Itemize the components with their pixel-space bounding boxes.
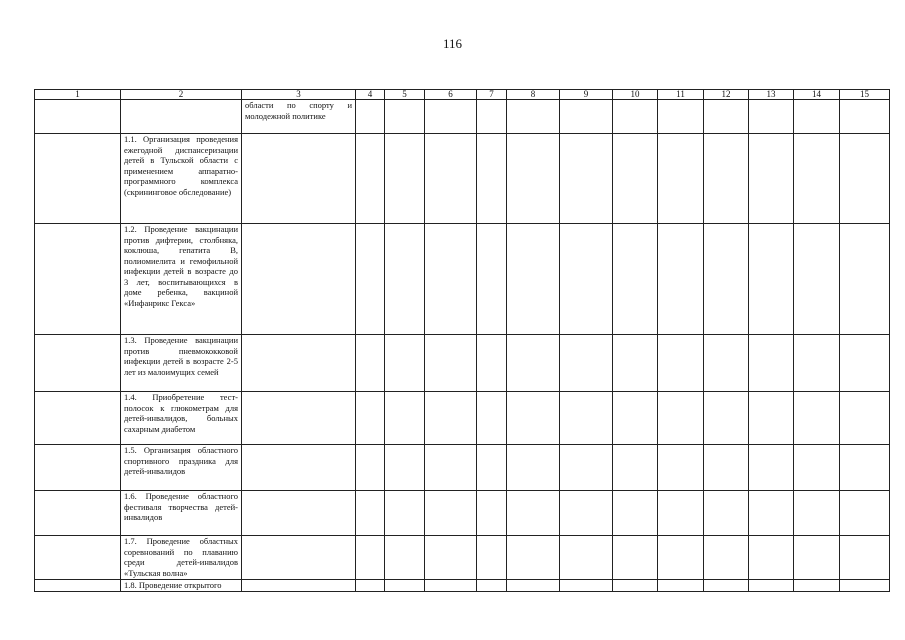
- table-cell: [560, 580, 613, 592]
- column-header: 6: [425, 90, 477, 100]
- table-cell: [560, 335, 613, 392]
- table-cell: [613, 580, 658, 592]
- table-cell: [704, 536, 749, 580]
- table-cell: [704, 392, 749, 445]
- table-cell: [242, 580, 356, 592]
- table-cell: [35, 134, 121, 224]
- table-cell: [613, 134, 658, 224]
- table-cell: [658, 335, 704, 392]
- table-cell: [35, 100, 121, 134]
- table-cell: [794, 445, 840, 491]
- table-cell: [121, 100, 242, 134]
- table-cell: [477, 134, 507, 224]
- table-cell: [840, 536, 890, 580]
- table-cell: [356, 134, 385, 224]
- column-header: 3: [242, 90, 356, 100]
- table-cell: [425, 580, 477, 592]
- table-row: [35, 536, 890, 580]
- table-cell: [794, 224, 840, 335]
- table-cell: [840, 491, 890, 536]
- table-cell: [242, 491, 356, 536]
- table-cell: [613, 445, 658, 491]
- table-cell: [425, 392, 477, 445]
- table-cell: [356, 536, 385, 580]
- table-cell: [356, 335, 385, 392]
- table-cell: [385, 491, 425, 536]
- activity-cell: 1.3. Проведение вакцинации против пневмококковой инфекции детей в возрасте 2-5 лет из малоимущих семей: [121, 335, 242, 392]
- table-cell: [704, 491, 749, 536]
- table-cell: [749, 100, 794, 134]
- table-cell: [425, 134, 477, 224]
- table-cell: [385, 335, 425, 392]
- table-cell: [560, 224, 613, 335]
- table-cell: [840, 134, 890, 224]
- table-cell: [356, 491, 385, 536]
- table-cell: [704, 580, 749, 592]
- header-row: [35, 90, 890, 100]
- table-cell: [507, 445, 560, 491]
- column-header: 1: [35, 90, 121, 100]
- table-cell: [35, 224, 121, 335]
- column-header: 10: [613, 90, 658, 100]
- table-cell: [477, 224, 507, 335]
- table-cell: [356, 580, 385, 592]
- table-cell: [477, 335, 507, 392]
- column-header: 9: [560, 90, 613, 100]
- table-cell: [425, 536, 477, 580]
- table-cell: [749, 335, 794, 392]
- table-cell: [613, 335, 658, 392]
- table-cell: [840, 580, 890, 592]
- table-cell: [749, 491, 794, 536]
- table-cell: [658, 580, 704, 592]
- table-cell: [477, 100, 507, 134]
- table-cell: [658, 491, 704, 536]
- activity-cell: 1.4. Приобретение тест-полосок к глюкометрам для детей-инвалидов, больных сахарным диабетом: [121, 392, 242, 445]
- table-cell: [35, 491, 121, 536]
- table-cell: [794, 134, 840, 224]
- table-cell: [560, 134, 613, 224]
- column-header: 4: [356, 90, 385, 100]
- table-cell: [242, 445, 356, 491]
- table-cell: [794, 580, 840, 592]
- table-cell: [425, 445, 477, 491]
- table-cell: [507, 392, 560, 445]
- table-cell: [356, 100, 385, 134]
- table-cell: [560, 100, 613, 134]
- table-cell: [385, 224, 425, 335]
- column-header: 15: [840, 90, 890, 100]
- table-cell: [704, 100, 749, 134]
- column-header: 8: [507, 90, 560, 100]
- table-cell: [658, 536, 704, 580]
- table-cell: [507, 100, 560, 134]
- table-cell: [35, 445, 121, 491]
- table-cell: [242, 536, 356, 580]
- table-cell: [425, 100, 477, 134]
- table-cell: [560, 491, 613, 536]
- table-cell: [749, 580, 794, 592]
- table-cell: [425, 335, 477, 392]
- program-table: [34, 89, 890, 592]
- table-cell: [794, 536, 840, 580]
- table-cell: [385, 536, 425, 580]
- table-row: [35, 224, 890, 335]
- table-cell: [477, 491, 507, 536]
- table-cell: [749, 224, 794, 335]
- table-cell: [704, 445, 749, 491]
- table-cell: [385, 445, 425, 491]
- table-cell: [658, 134, 704, 224]
- table-cell: [658, 445, 704, 491]
- activity-cell: 1.1. Организация проведения ежегодной диспансеризации детей в Тульской области с применением аппаратно-программного комплекса (скрининговое обследование): [121, 134, 242, 224]
- table-cell: [794, 335, 840, 392]
- activity-cell: 1.5. Организация областного спортивного праздника для детей-инвалидов: [121, 445, 242, 491]
- table-cell: [658, 392, 704, 445]
- table-cell: [840, 224, 890, 335]
- table-cell: [35, 335, 121, 392]
- table-cell: [242, 335, 356, 392]
- table-cell: [560, 392, 613, 445]
- table-cell: [242, 134, 356, 224]
- table-cell: [658, 224, 704, 335]
- table-cell: [749, 445, 794, 491]
- table-cell: [385, 134, 425, 224]
- table-cell: [749, 536, 794, 580]
- activity-cell: 1.6. Проведение областного фестиваля творчества детей-инвалидов: [121, 491, 242, 536]
- table-cell: [477, 580, 507, 592]
- table-cell: [613, 491, 658, 536]
- table-cell: [35, 580, 121, 592]
- table-cell: [794, 100, 840, 134]
- table-row: [35, 580, 890, 592]
- table-cell: [507, 580, 560, 592]
- table-cell: [507, 491, 560, 536]
- table-cell: [507, 224, 560, 335]
- table-cell: [425, 224, 477, 335]
- table-cell: [613, 224, 658, 335]
- table-cell: [356, 392, 385, 445]
- table-row: [35, 392, 890, 445]
- page-number: 116: [442, 36, 463, 51]
- column-header: 12: [704, 90, 749, 100]
- table-row: [35, 491, 890, 536]
- table-cell: [613, 100, 658, 134]
- table-row: [35, 445, 890, 491]
- column-header: 2: [121, 90, 242, 100]
- column-header: 13: [749, 90, 794, 100]
- table-cell: [840, 100, 890, 134]
- table-cell: [35, 392, 121, 445]
- table-cell: [704, 224, 749, 335]
- table-cell: [704, 134, 749, 224]
- continuation-row: [35, 100, 890, 134]
- table-cell: [477, 392, 507, 445]
- table-cell: [794, 392, 840, 445]
- table-cell: [385, 392, 425, 445]
- table-cell: [658, 100, 704, 134]
- table-cell: [425, 491, 477, 536]
- table-cell: [385, 580, 425, 592]
- table-cell: [704, 335, 749, 392]
- table-cell: [385, 100, 425, 134]
- table-cell: [356, 445, 385, 491]
- table-cell: [507, 335, 560, 392]
- table-cell: [840, 335, 890, 392]
- table-cell: [794, 491, 840, 536]
- table-cell: [613, 536, 658, 580]
- table-cell: [242, 392, 356, 445]
- activity-cell: 1.2. Проведение вакцинации против дифтерии, столбняка, коклюша, гепатита В, полиомиелита и гемофильной инфекции детей в возрасте до 3 лет, воспитывающихся в доме ребенка, вакциной «Инфанрикс Гекса»: [121, 224, 242, 335]
- table-cell: [749, 392, 794, 445]
- table-cell: [560, 445, 613, 491]
- table-cell: [356, 224, 385, 335]
- table-cell: [840, 445, 890, 491]
- table-cell: [242, 224, 356, 335]
- continuation-cell: области по спорту и молодежной политике: [242, 100, 356, 134]
- table-cell: [840, 392, 890, 445]
- table-row: [35, 335, 890, 392]
- table-cell: [477, 536, 507, 580]
- column-header: 14: [794, 90, 840, 100]
- activity-cell: 1.8. Проведение открытого: [121, 580, 242, 592]
- column-header: 7: [477, 90, 507, 100]
- table-cell: [477, 445, 507, 491]
- activity-cell: 1.7. Проведение областных соревнований по плаванию среди детей-инвалидов «Тульская волна»: [121, 536, 242, 580]
- column-header: 5: [385, 90, 425, 100]
- table-cell: [507, 536, 560, 580]
- table-cell: [613, 392, 658, 445]
- table-row: [35, 134, 890, 224]
- column-header: 11: [658, 90, 704, 100]
- table-cell: [560, 536, 613, 580]
- table-cell: [507, 134, 560, 224]
- table-cell: [35, 536, 121, 580]
- table-cell: [749, 134, 794, 224]
